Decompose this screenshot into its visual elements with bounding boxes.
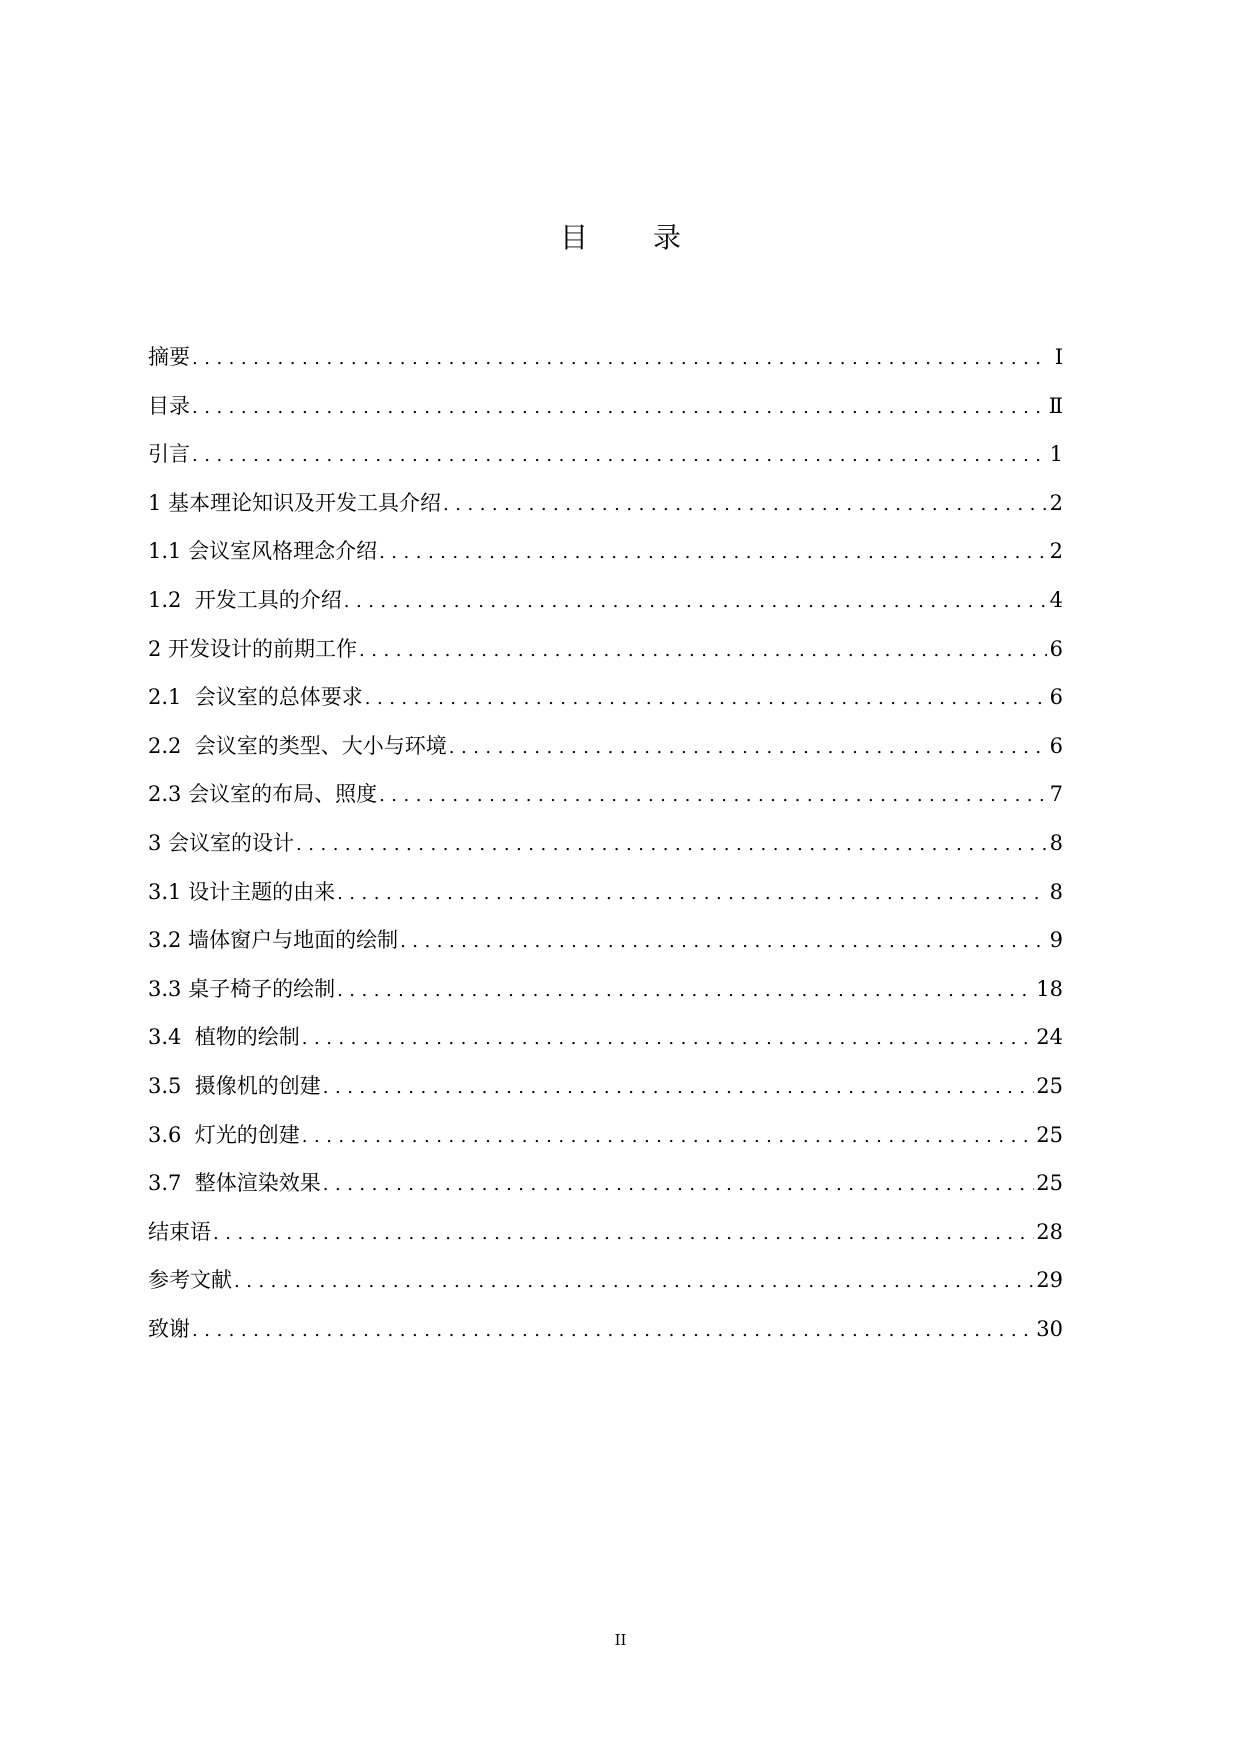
toc-entry-page: 2 bbox=[1049, 490, 1063, 515]
toc-entry[interactable] bbox=[148, 1219, 1063, 1268]
toc-entry-label: 3.2 墙体窗户与地面的绘制 bbox=[148, 928, 399, 953]
toc-leader-dots bbox=[365, 686, 1047, 712]
toc-entry[interactable] bbox=[148, 1316, 1063, 1365]
toc-entry[interactable] bbox=[148, 393, 1063, 442]
toc-entry-label: 3 会议室的设计 bbox=[148, 830, 295, 855]
toc-entry[interactable] bbox=[148, 1024, 1063, 1073]
toc-entry-label: 目录 bbox=[148, 393, 190, 418]
toc-entry-label: 3.6 灯光的创建 bbox=[148, 1122, 300, 1147]
toc-entry-page: 24 bbox=[1036, 1025, 1063, 1050]
toc-entry-label: 摘要 bbox=[148, 345, 190, 369]
toc-entry-page: 30 bbox=[1036, 1316, 1063, 1341]
toc-entry[interactable] bbox=[148, 927, 1063, 976]
toc-entry-page: 9 bbox=[1049, 928, 1063, 953]
toc-entry[interactable] bbox=[148, 344, 1063, 393]
toc-entry-page: 8 bbox=[1049, 879, 1063, 904]
toc-leader-dots bbox=[449, 735, 1047, 761]
toc-entry[interactable] bbox=[148, 830, 1063, 879]
toc-entry-page: 29 bbox=[1036, 1268, 1063, 1293]
toc-entry-label: 3.5 摄像机的创建 bbox=[148, 1073, 321, 1098]
toc-leader-dots bbox=[192, 395, 1047, 421]
toc-entry-label: 2.2 会议室的类型、大小与环境 bbox=[148, 733, 447, 758]
toc-entry[interactable] bbox=[148, 538, 1063, 587]
toc-entry-label: 1.1 会议室风格理念介绍 bbox=[148, 539, 378, 564]
toc-leader-dots bbox=[337, 978, 1034, 1004]
toc-entry[interactable] bbox=[148, 781, 1063, 830]
toc-entry-label: 3.7 整体渲染效果 bbox=[148, 1171, 321, 1196]
toc-entry-label: 结束语 bbox=[148, 1219, 211, 1244]
toc-entry-label: 致谢 bbox=[148, 1316, 190, 1341]
toc-leader-dots bbox=[323, 1075, 1035, 1101]
toc-leader-dots bbox=[359, 638, 1047, 664]
toc-entry-page: 6 bbox=[1049, 733, 1063, 758]
toc-leader-dots bbox=[296, 832, 1047, 858]
toc-entry[interactable] bbox=[148, 879, 1063, 928]
toc-entry-label: 1.2 开发工具的介绍 bbox=[148, 587, 342, 612]
toc-entry-page: 25 bbox=[1036, 1171, 1063, 1196]
toc-entry-page: 18 bbox=[1036, 976, 1063, 1001]
toc-entry[interactable] bbox=[148, 684, 1063, 733]
toc-entry-page: Ⅱ bbox=[1048, 393, 1063, 418]
toc-entry-page: 2 bbox=[1049, 539, 1063, 564]
toc-leader-dots bbox=[302, 1124, 1035, 1150]
toc-entry[interactable] bbox=[148, 1073, 1063, 1122]
toc-entry[interactable] bbox=[148, 490, 1063, 539]
table-of-contents bbox=[148, 344, 1063, 1364]
toc-entry[interactable] bbox=[148, 636, 1063, 685]
toc-leader-dots bbox=[379, 540, 1047, 566]
toc-entry-label: 2.3 会议室的布局、照度 bbox=[148, 782, 378, 807]
toc-entry-label: 3.1 设计主题的由来 bbox=[148, 879, 336, 904]
toc-entry[interactable] bbox=[148, 1267, 1063, 1316]
toc-entry[interactable] bbox=[148, 733, 1063, 782]
toc-entry-page: 7 bbox=[1049, 782, 1063, 807]
toc-entry-page: 6 bbox=[1049, 636, 1063, 661]
toc-entry-page: 6 bbox=[1049, 685, 1063, 710]
toc-entry-label: 2 开发设计的前期工作 bbox=[148, 636, 358, 661]
toc-entry-page: 28 bbox=[1036, 1219, 1063, 1244]
toc-leader-dots bbox=[234, 1269, 1034, 1295]
toc-leader-dots bbox=[400, 929, 1047, 955]
toc-entry-page: 25 bbox=[1036, 1073, 1063, 1098]
toc-entry-page: 1 bbox=[1049, 442, 1063, 467]
toc-leader-dots bbox=[379, 783, 1047, 809]
toc-entry-label: 2.1 会议室的总体要求 bbox=[148, 685, 363, 710]
toc-entry[interactable] bbox=[148, 976, 1063, 1025]
toc-leader-dots bbox=[302, 1026, 1035, 1052]
toc-leader-dots bbox=[344, 589, 1047, 615]
toc-entry-page: 8 bbox=[1049, 830, 1063, 855]
toc-entry-page: 25 bbox=[1036, 1122, 1063, 1147]
toc-entry-page: Ⅰ bbox=[1054, 345, 1063, 369]
toc-leader-dots bbox=[213, 1221, 1034, 1247]
page-title: 目 录 bbox=[560, 221, 709, 254]
toc-leader-dots bbox=[192, 1318, 1034, 1344]
toc-leader-dots bbox=[192, 346, 1047, 372]
toc-leader-dots bbox=[323, 1172, 1035, 1198]
toc-entry-label: 3.4 植物的绘制 bbox=[148, 1025, 300, 1050]
toc-entry-page: 4 bbox=[1049, 587, 1063, 612]
toc-leader-dots bbox=[337, 881, 1047, 907]
toc-entry[interactable] bbox=[148, 1122, 1063, 1171]
toc-leader-dots bbox=[443, 492, 1047, 518]
toc-entry[interactable] bbox=[148, 1170, 1063, 1219]
toc-leader-dots bbox=[192, 443, 1047, 469]
toc-entry[interactable] bbox=[148, 441, 1063, 490]
toc-entry-label: 3.3 桌子椅子的绘制 bbox=[148, 976, 336, 1001]
toc-entry-label: 参考文献 bbox=[148, 1268, 232, 1293]
toc-entry[interactable] bbox=[148, 587, 1063, 636]
footer-page-number: II bbox=[614, 1631, 627, 1649]
toc-entry-label: 引言 bbox=[148, 442, 190, 467]
toc-entry-label: 1 基本理论知识及开发工具介绍 bbox=[148, 490, 442, 515]
